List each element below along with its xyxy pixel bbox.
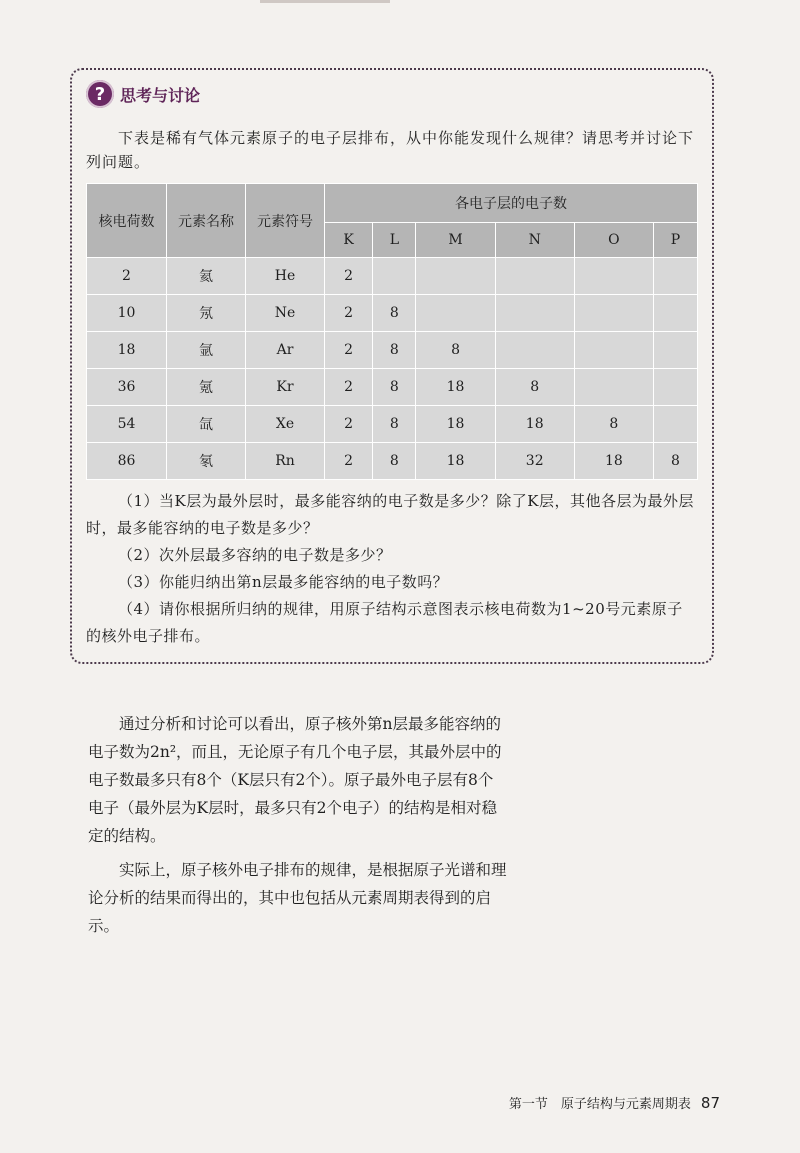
cell-shell-P — [653, 332, 697, 369]
cell-name: 氙 — [167, 406, 246, 443]
box-title: 思考与讨论 — [120, 85, 201, 105]
header-symbol: 元素符号 — [246, 184, 325, 258]
cell-charge: 86 — [87, 443, 167, 480]
cell-symbol: Kr — [246, 369, 325, 406]
question-icon: ? — [86, 80, 114, 108]
cell-shell-L: 8 — [373, 406, 416, 443]
header-shell: N — [495, 223, 574, 258]
table-row — [87, 406, 698, 443]
cell-shell-M: 18 — [416, 443, 495, 480]
cell-shell-M — [416, 258, 495, 295]
cell-shell-N: 18 — [495, 406, 574, 443]
cell-shell-L: 8 — [373, 332, 416, 369]
cell-shell-M: 18 — [416, 369, 495, 406]
question-2: （2）次外层最多容纳的电子数是多少？ — [118, 546, 392, 564]
cell-shell-P — [653, 295, 697, 332]
cell-symbol: Xe — [246, 406, 325, 443]
cell-charge: 36 — [87, 369, 167, 406]
page-footer — [509, 1093, 720, 1112]
cell-symbol: He — [246, 258, 325, 295]
header-charge: 核电荷数 — [87, 184, 167, 258]
header-shell: M — [416, 223, 495, 258]
cell-shell-N — [495, 332, 574, 369]
cell-name: 氖 — [167, 295, 246, 332]
question-3: （3）你能归纳出第n层最多能容纳的电子数吗？ — [118, 573, 449, 591]
cell-shell-M: 18 — [416, 406, 495, 443]
cell-shell-M: 8 — [416, 332, 495, 369]
header-shell-group: 各电子层的电子数 — [325, 184, 698, 223]
cell-shell-O — [574, 295, 653, 332]
noble-gas-table — [86, 183, 698, 480]
question-list — [86, 488, 698, 650]
body-text — [88, 710, 508, 946]
intro-text: 下表是稀有气体元素原子的电子层排布，从中你能发现什么规律？请思考并讨论下列问题。 — [86, 129, 695, 171]
table-row — [87, 332, 698, 369]
cell-shell-K: 2 — [325, 258, 373, 295]
header-shell: K — [325, 223, 373, 258]
cell-shell-P — [653, 369, 697, 406]
cell-shell-K: 2 — [325, 332, 373, 369]
table-body — [87, 258, 698, 480]
cell-shell-P — [653, 406, 697, 443]
cell-shell-L: 8 — [373, 369, 416, 406]
cell-name: 氦 — [167, 258, 246, 295]
cell-name: 氡 — [167, 443, 246, 480]
cell-shell-N — [495, 258, 574, 295]
cell-shell-O — [574, 369, 653, 406]
cell-shell-O: 8 — [574, 406, 653, 443]
cell-symbol: Ar — [246, 332, 325, 369]
header-shell: O — [574, 223, 653, 258]
header-name: 元素名称 — [167, 184, 246, 258]
cell-shell-K: 2 — [325, 295, 373, 332]
cell-charge: 18 — [87, 332, 167, 369]
body-paragraph-1: 通过分析和讨论可以看出，原子核外第n层最多能容纳的电子数为2n²，而且，无论原子有几个电子层，其最外层中的电子数最多只有8个（K层只有2个）。原子最外电子层有8个电子（最外层为K层时，最多只有2个电子）的结构是相对稳定的结构。 — [88, 715, 502, 845]
table-row — [87, 369, 698, 406]
question-4: （4）请你根据所归纳的规律，用原子结构示意图表示核电荷数为1~20号元素原子的核外电子排布。 — [86, 600, 683, 645]
cell-shell-K: 2 — [325, 406, 373, 443]
body-paragraph-2: 实际上，原子核外电子排布的规律，是根据原子光谱和理论分析的结果而得出的，其中也包括从元素周期表得到的启示。 — [88, 861, 507, 935]
cell-shell-O: 18 — [574, 443, 653, 480]
cell-shell-L: 8 — [373, 443, 416, 480]
cell-charge: 10 — [87, 295, 167, 332]
cell-shell-P: 8 — [653, 443, 697, 480]
cell-shell-O — [574, 332, 653, 369]
cell-shell-N — [495, 295, 574, 332]
box-header — [86, 80, 200, 108]
cell-shell-O — [574, 258, 653, 295]
cell-shell-L — [373, 258, 416, 295]
page-number: 87 — [700, 1094, 720, 1112]
header-shell: L — [373, 223, 416, 258]
header-shell: P — [653, 223, 697, 258]
table-row — [87, 443, 698, 480]
cell-name: 氪 — [167, 369, 246, 406]
cell-symbol: Ne — [246, 295, 325, 332]
cell-symbol: Rn — [246, 443, 325, 480]
cell-shell-P — [653, 258, 697, 295]
cell-shell-N: 8 — [495, 369, 574, 406]
cell-shell-L: 8 — [373, 295, 416, 332]
table-row — [87, 258, 698, 295]
question-1: （1）当K层为最外层时，最多能容纳的电子数是多少？除了K层，其他各层为最外层时，最多能容纳的电子数是多少？ — [86, 492, 694, 537]
top-edge-line — [260, 0, 390, 3]
cell-shell-M — [416, 295, 495, 332]
discussion-box — [70, 68, 714, 664]
cell-shell-K: 2 — [325, 369, 373, 406]
cell-name: 氩 — [167, 332, 246, 369]
cell-charge: 54 — [87, 406, 167, 443]
cell-shell-N: 32 — [495, 443, 574, 480]
table-row — [87, 295, 698, 332]
cell-shell-K: 2 — [325, 443, 373, 480]
section-title: 第一节 原子结构与元素周期表 — [508, 1097, 691, 1112]
cell-charge: 2 — [87, 258, 167, 295]
